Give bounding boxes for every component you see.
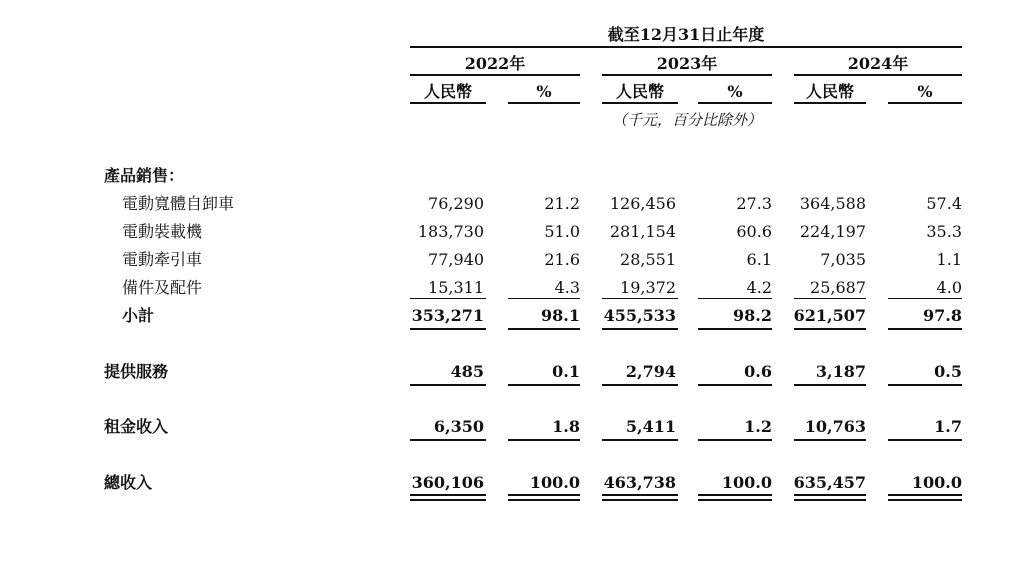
cell-rmb-2022: 77,940 <box>428 250 484 269</box>
cell-pct-2024: 57.4 <box>926 194 962 213</box>
row-label: 租金收入 <box>104 417 169 436</box>
underline <box>410 439 486 441</box>
col-rule <box>410 102 486 104</box>
underline <box>410 328 486 330</box>
cell-pct-2022: 4.3 <box>554 278 580 297</box>
cell-rmb-2023: 28,551 <box>620 250 676 269</box>
pct-header-2024: % <box>917 82 933 101</box>
row-label: 總收入 <box>104 473 153 492</box>
sum-rule <box>602 298 678 299</box>
cell-rmb-2024: 224,197 <box>799 222 866 241</box>
cell-rmb-2022: 76,290 <box>428 194 484 213</box>
double-underline <box>888 494 962 496</box>
cell-pct-2022: 1.8 <box>552 417 580 436</box>
sum-rule <box>794 298 866 299</box>
cell-pct-2022: 98.1 <box>541 306 580 325</box>
cell-rmb-2022: 15,311 <box>428 278 484 297</box>
cell-rmb-2022: 183,730 <box>417 222 484 241</box>
sum-rule <box>698 298 772 299</box>
header-rule <box>410 46 962 48</box>
cell-rmb-2023: 463,738 <box>603 473 676 492</box>
col-rule <box>508 102 580 104</box>
underline <box>698 384 772 386</box>
cell-pct-2024: 1.1 <box>936 250 962 269</box>
row-label: 電動寬體自卸車 <box>122 194 235 213</box>
cell-rmb-2022: 353,271 <box>411 306 484 325</box>
cell-pct-2022: 100.0 <box>529 473 580 492</box>
currency-header-2024: 人民幣 <box>805 82 854 101</box>
cell-pct-2024: 100.0 <box>911 473 962 492</box>
underline <box>794 439 866 441</box>
underline <box>794 384 866 386</box>
currency-header-2022: 人民幣 <box>423 82 472 101</box>
double-underline <box>794 494 866 496</box>
row-label: 提供服務 <box>104 362 169 381</box>
underline <box>508 384 580 386</box>
cell-pct-2023: 98.2 <box>733 306 772 325</box>
cell-rmb-2023: 455,533 <box>603 306 676 325</box>
cell-rmb-2022: 360,106 <box>411 473 484 492</box>
underline <box>888 439 962 441</box>
row-label: 電動牽引車 <box>122 250 203 269</box>
cell-pct-2023: 0.6 <box>744 362 772 381</box>
cell-pct-2022: 51.0 <box>544 222 580 241</box>
cell-rmb-2023: 126,456 <box>609 194 676 213</box>
double-underline <box>888 499 962 501</box>
cell-pct-2022: 21.6 <box>544 250 580 269</box>
cell-pct-2022: 0.1 <box>552 362 580 381</box>
cell-rmb-2023: 281,154 <box>609 222 676 241</box>
col-rule <box>698 102 772 104</box>
row-label: 小計 <box>122 306 155 325</box>
underline <box>888 328 962 330</box>
sum-rule <box>508 298 580 299</box>
underline <box>508 328 580 330</box>
cell-rmb-2022: 485 <box>450 362 484 381</box>
cell-rmb-2024: 7,035 <box>820 250 866 269</box>
cell-pct-2024: 1.7 <box>934 417 962 436</box>
sum-rule <box>410 298 486 299</box>
cell-pct-2023: 60.6 <box>736 222 772 241</box>
cell-pct-2023: 6.1 <box>746 250 772 269</box>
cell-pct-2022: 21.2 <box>544 194 580 213</box>
double-underline <box>698 494 772 496</box>
sum-rule <box>888 298 962 299</box>
cell-rmb-2024: 25,687 <box>810 278 866 297</box>
cell-rmb-2024: 364,588 <box>799 194 866 213</box>
underline <box>508 439 580 441</box>
col-rule <box>794 102 866 104</box>
double-underline <box>698 499 772 501</box>
cell-pct-2023: 4.2 <box>746 278 772 297</box>
period-header: 截至12月31日止年度 <box>607 25 765 44</box>
year-2023-header: 2023年 <box>656 54 718 73</box>
double-underline <box>602 494 678 496</box>
cell-pct-2023: 27.3 <box>736 194 772 213</box>
cell-rmb-2023: 19,372 <box>620 278 676 297</box>
cell-rmb-2024: 635,457 <box>793 473 866 492</box>
section-product-sales: 產品銷售： <box>104 166 185 185</box>
underline <box>698 328 772 330</box>
cell-pct-2024: 35.3 <box>926 222 962 241</box>
cell-pct-2023: 100.0 <box>721 473 772 492</box>
cell-pct-2024: 97.8 <box>923 306 962 325</box>
row-label: 備件及配件 <box>122 278 203 297</box>
col-rule <box>602 102 678 104</box>
year-rule-2023 <box>602 74 772 76</box>
underline <box>410 384 486 386</box>
year-rule-2022 <box>410 74 580 76</box>
currency-header-2023: 人民幣 <box>615 82 664 101</box>
double-underline <box>602 499 678 501</box>
col-rule <box>888 102 962 104</box>
cell-pct-2024: 4.0 <box>936 278 962 297</box>
double-underline <box>410 499 486 501</box>
cell-pct-2024: 0.5 <box>934 362 962 381</box>
year-2022-header: 2022年 <box>464 54 526 73</box>
cell-rmb-2023: 5,411 <box>625 417 676 436</box>
row-label: 電動裝載機 <box>122 222 203 241</box>
double-underline <box>508 494 580 496</box>
underline <box>602 384 678 386</box>
cell-pct-2023: 1.2 <box>744 417 772 436</box>
underline <box>698 439 772 441</box>
cell-rmb-2023: 2,794 <box>625 362 676 381</box>
double-underline <box>508 499 580 501</box>
year-rule-2024 <box>794 74 962 76</box>
unit-note: （千元，百分比除外） <box>611 111 762 129</box>
cell-rmb-2022: 6,350 <box>433 417 484 436</box>
double-underline <box>410 494 486 496</box>
cell-rmb-2024: 3,187 <box>815 362 866 381</box>
pct-header-2022: % <box>536 82 552 101</box>
year-2024-header: 2024年 <box>847 54 909 73</box>
cell-rmb-2024: 10,763 <box>804 417 866 436</box>
underline <box>602 439 678 441</box>
double-underline <box>794 499 866 501</box>
underline <box>888 384 962 386</box>
underline <box>602 328 678 330</box>
underline <box>794 328 866 330</box>
pct-header-2023: % <box>727 82 743 101</box>
cell-rmb-2024: 621,507 <box>793 306 866 325</box>
